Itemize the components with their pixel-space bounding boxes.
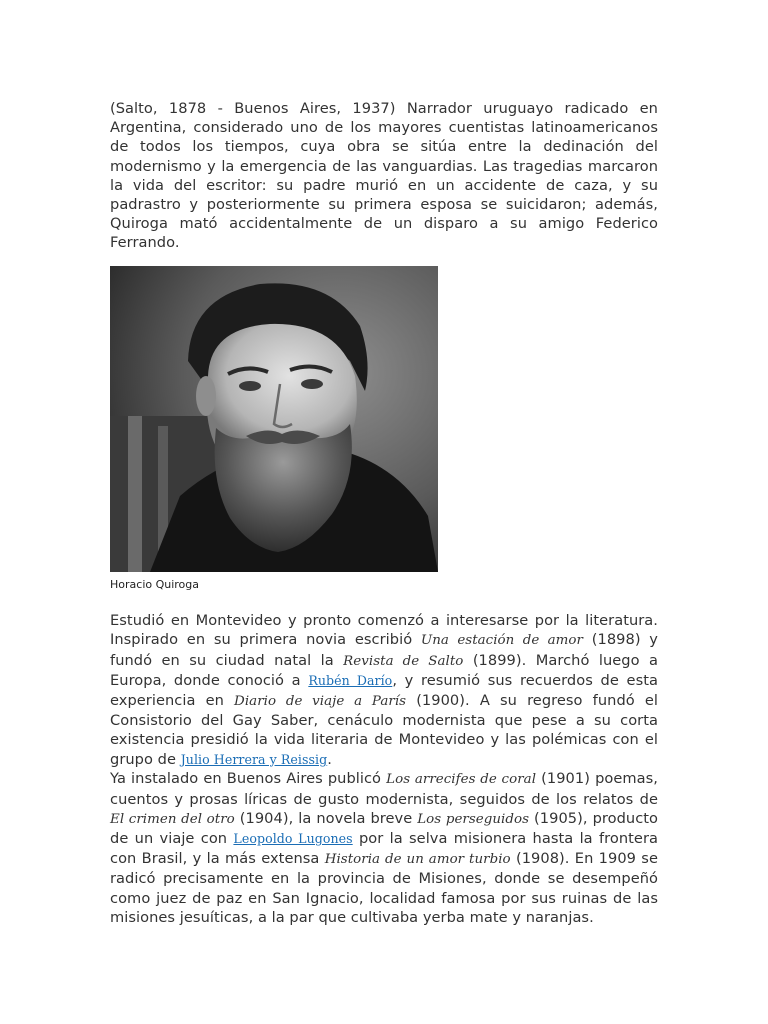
buenos-aires-paragraph [110, 769, 658, 927]
text-run: (1905), producto de un viaje con [110, 810, 659, 848]
portrait-image [110, 266, 438, 572]
text-run: (1904), la novela breve [234, 810, 418, 828]
document-page [110, 99, 658, 928]
link-ruben-dario[interactable]: Rubén Darío [308, 673, 393, 689]
text-run: Ya instalado en Buenos Aires publicó [110, 770, 387, 788]
education-paragraph [110, 611, 658, 769]
work-title: El crimen del otro [110, 812, 235, 828]
author-portrait [110, 266, 438, 572]
link-leopoldo-lugones[interactable]: Leopoldo Lugones [233, 831, 353, 847]
work-title: Los perseguidos [417, 812, 530, 828]
text-run: . [327, 750, 332, 768]
text-run: (1908). En 1909 se radicó precisamente en la provincia de Misiones, donde se desempeñó como juez de paz en San Ignacio, localidad famosa por sus ruinas de las misiones jesuíticas, a la par que cultivaba yerba mate y naranjas. [110, 849, 658, 927]
text-run: por la selva misionera hasta la frontera con Brasil, y la más extensa [110, 830, 658, 867]
text-run: (1900). A su regreso fundó el Consistorio del Gay Saber, cenáculo modernista que pese a su corta existencia presidió la vida literaria de Montevideo y las polémicas con el grupo de [110, 691, 658, 768]
text-run: (1898) y fundó en su ciudad natal la [110, 631, 658, 669]
biography-body [110, 611, 658, 928]
work-title: Los arrecifes de coral [386, 772, 537, 788]
text-run: Estudió en Montevideo y pronto comenzó a interesarse por la literatura. Inspirado en su primera novia escribió [110, 612, 658, 649]
work-title: Una estación de amor [420, 633, 583, 649]
text-run: , y resumió sus recuerdos de esta experiencia en [110, 672, 658, 709]
text-run: (1901) poemas, cuentos y prosas líricas de gusto modernista, seguidos de los relatos de [110, 770, 658, 808]
text-run: (1899). Marchó luego a Europa, donde conoció a [110, 651, 658, 690]
work-title: Revista de Salto [343, 653, 464, 669]
portrait-caption: Horacio Quiroga [110, 578, 200, 591]
link-julio-herrera-y-reissig[interactable]: Julio Herrera y Reissig [180, 751, 328, 767]
work-title: Diario de viaje a París [234, 693, 407, 709]
intro-paragraph: (Salto, 1878 - Buenos Aires, 1937) Narrador uruguayo radicado en Argentina, considerado uno de los mayores cuentistas latinoamericanos de todos los tiempos, cuya obra se sitúa entre la dedinación del modernismo y la emergencia de las vanguardias. Las tragedias marcaron la vida del escritor: su padre murió en un accidente de caza, y su padrastro y posteriormente su primera esposa se suicidaron; además, Quiroga mató accidentalmente de un disparo a su amigo Federico Ferrando. [110, 100, 658, 252]
work-title: Historia de un amor turbio [324, 851, 511, 867]
